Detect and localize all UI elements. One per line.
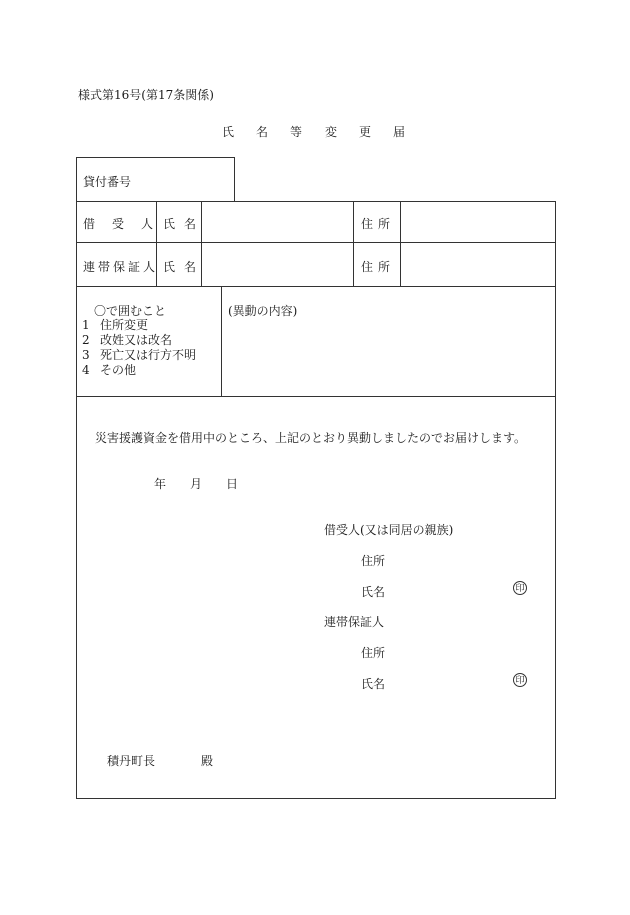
option-text: 死亡又は行方不明 bbox=[100, 348, 197, 362]
borrower-seal-icon: 印 bbox=[513, 581, 527, 595]
date-year-label: 年 bbox=[154, 477, 167, 491]
borrower-signature-name-label: 氏名 bbox=[361, 585, 386, 599]
title-char-4: 変 bbox=[325, 125, 338, 139]
option-number: 2 bbox=[82, 333, 90, 347]
row-divider-3 bbox=[76, 396, 556, 397]
option-text: 住所変更 bbox=[100, 318, 149, 332]
borrower-name-field[interactable] bbox=[203, 203, 351, 240]
title-char-3: 等 bbox=[290, 125, 303, 139]
option-item[interactable] bbox=[82, 348, 196, 363]
title-char-1: 氏 bbox=[222, 125, 235, 139]
addressee-honorific: 殿 bbox=[201, 754, 214, 768]
option-number: 1 bbox=[82, 318, 90, 332]
guarantor-label: 連帯保証人 bbox=[83, 260, 159, 274]
option-number: 3 bbox=[82, 348, 90, 362]
borrower-address-label: 住所 bbox=[361, 217, 396, 231]
option-text: その他 bbox=[100, 363, 137, 377]
col-divider-4 bbox=[400, 201, 401, 286]
guarantor-address-label: 住所 bbox=[361, 260, 396, 274]
row-divider-1 bbox=[76, 242, 556, 243]
borrower-name-label: 氏名 bbox=[163, 217, 206, 231]
change-details-label: (異動の内容) bbox=[228, 304, 298, 318]
option-text: 改姓又は改名 bbox=[100, 333, 173, 347]
row-divider-2 bbox=[76, 286, 556, 287]
option-item[interactable] bbox=[82, 363, 196, 378]
addressee-name: 積丹町長 bbox=[107, 754, 156, 768]
borrower-address-field[interactable] bbox=[402, 203, 554, 240]
options-list bbox=[82, 318, 196, 378]
guarantor-signature-heading: 連帯保証人 bbox=[324, 615, 385, 629]
borrower-label: 借受人 bbox=[83, 217, 171, 231]
change-details-field[interactable] bbox=[224, 318, 554, 394]
option-number: 4 bbox=[82, 363, 90, 377]
guarantor-signature-address-label: 住所 bbox=[361, 646, 386, 660]
title-char-5: 更 bbox=[359, 125, 372, 139]
guarantor-signature-name-label: 氏名 bbox=[361, 677, 386, 691]
guarantor-name-field[interactable] bbox=[203, 244, 351, 284]
borrower-signature-address-label: 住所 bbox=[361, 554, 386, 568]
col-divider-3 bbox=[353, 201, 354, 286]
form-frame bbox=[76, 201, 556, 799]
guarantor-seal-icon: 印 bbox=[513, 673, 527, 687]
options-header: 〇で囲むこと bbox=[94, 304, 167, 318]
loan-number-label: 貸付番号 bbox=[83, 175, 132, 189]
statement-text: 災害援護資金を借用中のところ、上記のとおり異動しましたのでお届けします。 bbox=[95, 431, 527, 445]
date-month-label: 月 bbox=[190, 477, 203, 491]
date-day-label: 日 bbox=[226, 477, 239, 491]
borrower-signature-heading: 借受人(又は同居の親族) bbox=[324, 523, 454, 537]
title-char-2: 名 bbox=[256, 125, 269, 139]
col-divider-options bbox=[221, 286, 222, 396]
option-item[interactable] bbox=[82, 333, 196, 348]
guarantor-address-field[interactable] bbox=[402, 244, 554, 284]
option-item[interactable] bbox=[82, 318, 196, 333]
guarantor-name-label: 氏名 bbox=[163, 260, 206, 274]
title-char-6: 届 bbox=[393, 125, 406, 139]
form-number: 様式第16号(第17条関係) bbox=[78, 88, 214, 102]
